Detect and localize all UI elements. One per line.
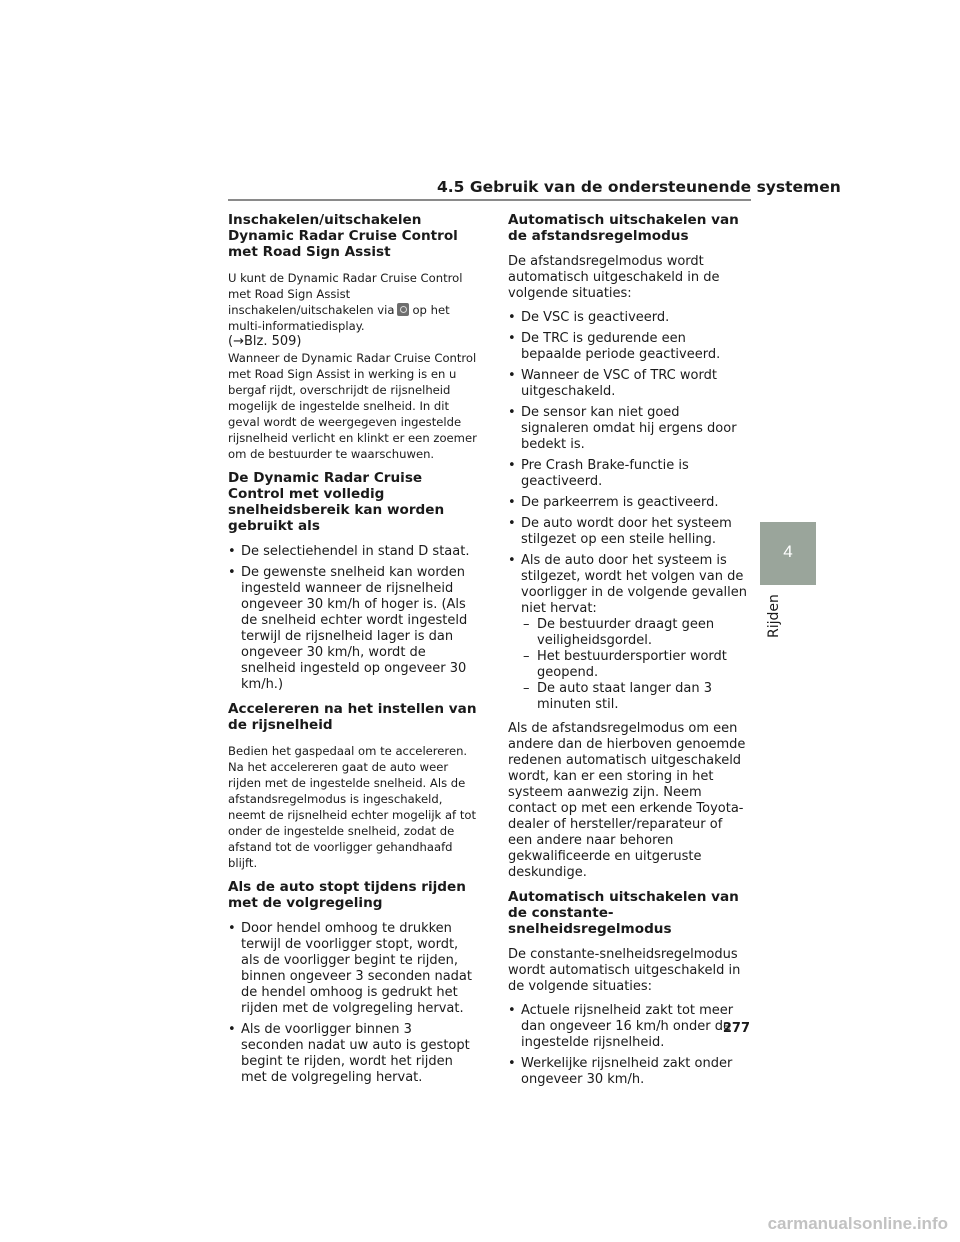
list-item-text: De auto wordt door het systeem stilgezet op een steile helling.: [521, 516, 732, 547]
enable-disable-text-b: op het multi-informatiedisplay.: [228, 303, 450, 333]
heading-accelerate: Accelereren na het instellen van de rijsnelheid: [228, 701, 477, 733]
bullet-dot: •: [508, 458, 516, 473]
chapter-label: [764, 590, 784, 640]
bullet-dot: •: [508, 1003, 516, 1018]
list-item-text: Als de auto door het systeem is stilgezet, wordt het volgen van de voorligger in de volgende gevallen niet hervat:: [521, 553, 748, 616]
sublist-item: [521, 617, 750, 649]
list-item: [508, 310, 750, 326]
list-item-text: Werkelijke rijsnelheid zakt onder ongeveer 30 km/h.: [521, 1056, 733, 1087]
watermark: carmanualsonline.info: [767, 1214, 948, 1233]
auto-cancel-distance-list: [508, 310, 750, 713]
list-item: [228, 921, 478, 1017]
bullet-dot: •: [508, 553, 516, 568]
bullet-dot: •: [508, 516, 516, 531]
list-item: [508, 405, 750, 453]
right-column: [508, 212, 750, 1096]
accelerate-text: [228, 743, 478, 871]
vehicle-stops-list: [228, 921, 478, 1086]
left-column: [228, 212, 478, 1094]
bullet-dot: •: [228, 1022, 236, 1037]
list-item-text: Pre Crash Brake-functie is geactiveerd.: [521, 458, 689, 489]
malfunction-paragraph: Als de afstandsregelmodus om een andere dan de hierboven genoemde redenen automatisch uitgeschakeld wordt, kan er een storing in het systeem aanwezig zijn. Neem contact op met een erkende Toyota-dealer of hersteller/reparateur of een andere naar behoren gekwalificeerde en uitgeruste deskundige.: [508, 721, 746, 880]
section-header-title: 4.5 Gebruik van de ondersteunende systemen: [437, 178, 841, 196]
enable-disable-text-a: U kunt de Dynamic Radar Cruise Control met Road Sign Assist inschakelen/uitschakelen via: [228, 271, 463, 317]
list-item: [508, 368, 750, 400]
chapter-label-text: Rijden: [766, 594, 782, 638]
dash-marker: –: [523, 649, 530, 664]
full-speed-range-list: [228, 544, 478, 693]
dash-marker: –: [523, 617, 530, 632]
sublist-item-text: Het bestuurdersportier wordt geopend.: [537, 649, 727, 680]
list-item-text: De VSC is geactiveerd.: [521, 310, 670, 325]
bullet-dot: •: [508, 405, 516, 420]
bullet-dot: •: [228, 544, 236, 559]
chapter-number: 4: [783, 542, 793, 561]
page-reference[interactable]: (→Blz. 509): [228, 334, 302, 349]
list-item-text: De selectiehendel in stand D staat.: [241, 544, 470, 559]
heading-full-speed-range: De Dynamic Radar Cruise Control met volledig snelheidsbereik kan worden gebruikt als: [228, 470, 445, 534]
resume-conditions-sublist: [521, 617, 750, 713]
page-number: 277: [722, 1021, 750, 1036]
list-item-text: De parkeerrem is geactiveerd.: [521, 495, 719, 510]
list-item-text: Als de voorligger binnen 3 seconden nadat uw auto is gestopt begint te rijden, wordt het rijden met de volgregeling hervat.: [241, 1022, 470, 1085]
list-item: [508, 553, 750, 713]
dash-marker: –: [523, 681, 530, 696]
list-item: [508, 331, 750, 363]
enable-disable-text: [228, 270, 478, 462]
list-item-text: De TRC is gedurende een bepaalde periode geactiveerd.: [521, 331, 721, 362]
auto-cancel-distance-intro: De afstandsregelmodus wordt automatisch uitgeschakeld in de volgende situaties:: [508, 254, 720, 301]
list-item-text: De sensor kan niet goed signaleren omdat hij ergens door bedekt is.: [521, 405, 737, 452]
bullet-dot: •: [508, 495, 516, 510]
sublist-item-text: De bestuurder draagt geen veiligheidsgordel.: [537, 617, 715, 648]
downhill-warning-text: Wanneer de Dynamic Radar Cruise Control met Road Sign Assist in werking is en u bergaf rijdt, overschrijdt de rijsnelheid mogelijk de ingestelde snelheid. In dit geval wordt de weergegeven ingestelde rijsnelheid verlicht en klinkt er een zoemer om de bestuurder te waarschuwen.: [228, 351, 477, 461]
list-item-text: De gewenste snelheid kan worden ingesteld wanneer de rijsnelheid ongeveer 30 km/h of hoger is. (Als de snelheid echter wordt ingesteld terwijl de rijsnelheid lager is dan ongeveer 30 km/h, wordt de snelheid ingesteld op ongeveer 30 km/h.): [241, 565, 468, 692]
sublist-item: [521, 649, 750, 681]
auto-cancel-constant-intro: De constante-snelheidsregelmodus wordt automatisch uitgeschakeld in de volgende situaties:: [508, 947, 741, 994]
auto-cancel-constant-list: [508, 1003, 750, 1088]
list-item: [228, 1022, 478, 1086]
list-item: [508, 495, 750, 511]
enable-disable-paragraph: [228, 270, 478, 334]
list-item: [228, 544, 478, 560]
settings-icon: [397, 303, 409, 316]
bullet-dot: •: [228, 921, 236, 936]
list-item: [508, 458, 750, 490]
list-item-text: Actuele rijsnelheid zakt tot meer dan ongeveer 16 km/h onder de ingestelde rijsnelheid.: [521, 1003, 734, 1050]
accelerate-paragraph: Bedien het gaspedaal om te accelereren. Na het accelereren gaat de auto weer rijden met de ingestelde snelheid. Als de afstandsregelmodus is ingeschakeld, neemt de rijsnelheid echter mogelijk af tot onder de ingestelde snelheid, zodat de afstand tot de voorligger gehandhaafd blijft.: [228, 744, 476, 870]
bullet-dot: •: [228, 565, 236, 580]
list-item: [228, 565, 478, 693]
sublist-item-text: De auto staat langer dan 3 minuten stil.: [537, 681, 712, 712]
list-item-text: Door hendel omhoog te drukken terwijl de voorligger stopt, wordt, als de voorligger begint te rijden, binnen ongeveer 3 seconden nadat de hendel omhoog is gedrukt het rijden met de volgregeling hervat.: [241, 921, 472, 1016]
list-item: [508, 1056, 750, 1088]
header-divider: [228, 199, 751, 201]
heading-auto-cancel-constant: Automatisch uitschakelen van de constante-snelheidsregelmodus: [508, 889, 739, 937]
sublist-item: [521, 681, 750, 713]
heading-vehicle-stops: Als de auto stopt tijdens rijden met de volgregeling: [228, 879, 466, 911]
heading-auto-cancel-distance: Automatisch uitschakelen van de afstandsregelmodus: [508, 212, 739, 244]
list-item-text: Wanneer de VSC of TRC wordt uitgeschakeld.: [521, 368, 717, 399]
chapter-tab[interactable]: [760, 522, 816, 585]
bullet-dot: •: [508, 310, 516, 325]
heading-enable-disable: Inschakelen/uitschakelen Dynamic Radar Cruise Control met Road Sign Assist: [228, 212, 458, 260]
list-item: [508, 1003, 750, 1051]
bullet-dot: •: [508, 331, 516, 346]
bullet-dot: •: [508, 368, 516, 383]
list-item: [508, 516, 750, 548]
bullet-dot: •: [508, 1056, 516, 1071]
